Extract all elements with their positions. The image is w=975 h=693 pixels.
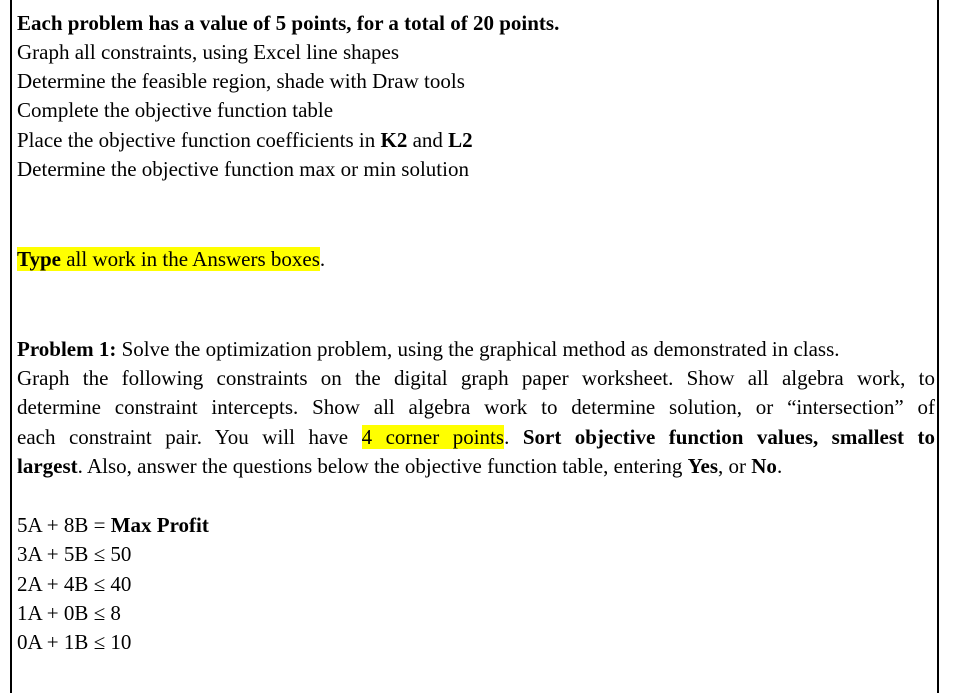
instruction-coefficients — [17, 126, 935, 155]
type-note-rest: all work in the Answers boxes — [60, 247, 320, 271]
type-note-highlight — [17, 247, 320, 271]
yes-label: Yes — [687, 454, 719, 478]
cell-l2: L2 — [448, 128, 473, 152]
points-heading-text: Each problem has a value of 5 points, for a total of 20 points. — [17, 11, 560, 35]
constraint-3: 1A + 0B ≤ 8 — [17, 601, 121, 625]
cell-k2: K2 — [380, 128, 408, 152]
objective-function — [17, 511, 935, 540]
no-label: No — [751, 454, 777, 478]
points-heading — [17, 9, 935, 38]
problem1-line-2: Graph the following constraints on the digital graph paper worksheet. Show all algebra work, to — [17, 366, 935, 390]
document-page — [10, 0, 939, 693]
instruction-objective-table: Complete the objective function table — [17, 98, 334, 122]
type-note-period: . — [319, 247, 326, 271]
problem1-line-5-end: . — [776, 454, 783, 478]
problem1-line-1 — [17, 335, 935, 364]
sort-instruction-end: largest — [17, 454, 78, 478]
constraint-4: 0A + 1B ≤ 10 — [17, 630, 132, 654]
instruction-solution: Determine the objective function max or min solution — [17, 157, 469, 181]
problem1-label: Problem 1: — [17, 337, 117, 361]
problem1-line-4-b: . — [504, 425, 523, 449]
problem1-line-3: determine constraint intercepts. Show all algebra work to determine solution, or “intersection” of — [17, 395, 935, 419]
sort-instruction: Sort objective function values, smallest to — [522, 425, 935, 449]
instruction-graph: Graph all constraints, using Excel line shapes — [17, 40, 399, 64]
problem1-line-5 — [17, 452, 935, 481]
objective-label: Max Profit — [110, 513, 209, 537]
type-note — [17, 245, 935, 274]
problem1-line-4 — [17, 423, 935, 452]
constraint-2: 2A + 4B ≤ 40 — [17, 572, 132, 596]
constraint-1: 3A + 5B ≤ 50 — [17, 542, 132, 566]
type-note-bold: Type — [17, 247, 61, 271]
problem1-line-4-a: each constraint pair. You will have — [17, 425, 362, 449]
coefficients-prefix: Place the objective function coefficients in — [17, 128, 381, 152]
problem1-line-1-text: Solve the optimization problem, using the graphical method as demonstrated in class. — [116, 337, 840, 361]
problem1-line-5-a: . Also, answer the questions below the objective function table, entering — [77, 454, 688, 478]
or-text: , or — [718, 454, 752, 478]
instruction-feasible-region: Determine the feasible region, shade with Draw tools — [17, 69, 465, 93]
corner-points-highlight: 4 corner points — [361, 425, 505, 449]
objective-expression: 5A + 8B = — [17, 513, 111, 537]
coefficients-middle: and — [407, 128, 449, 152]
